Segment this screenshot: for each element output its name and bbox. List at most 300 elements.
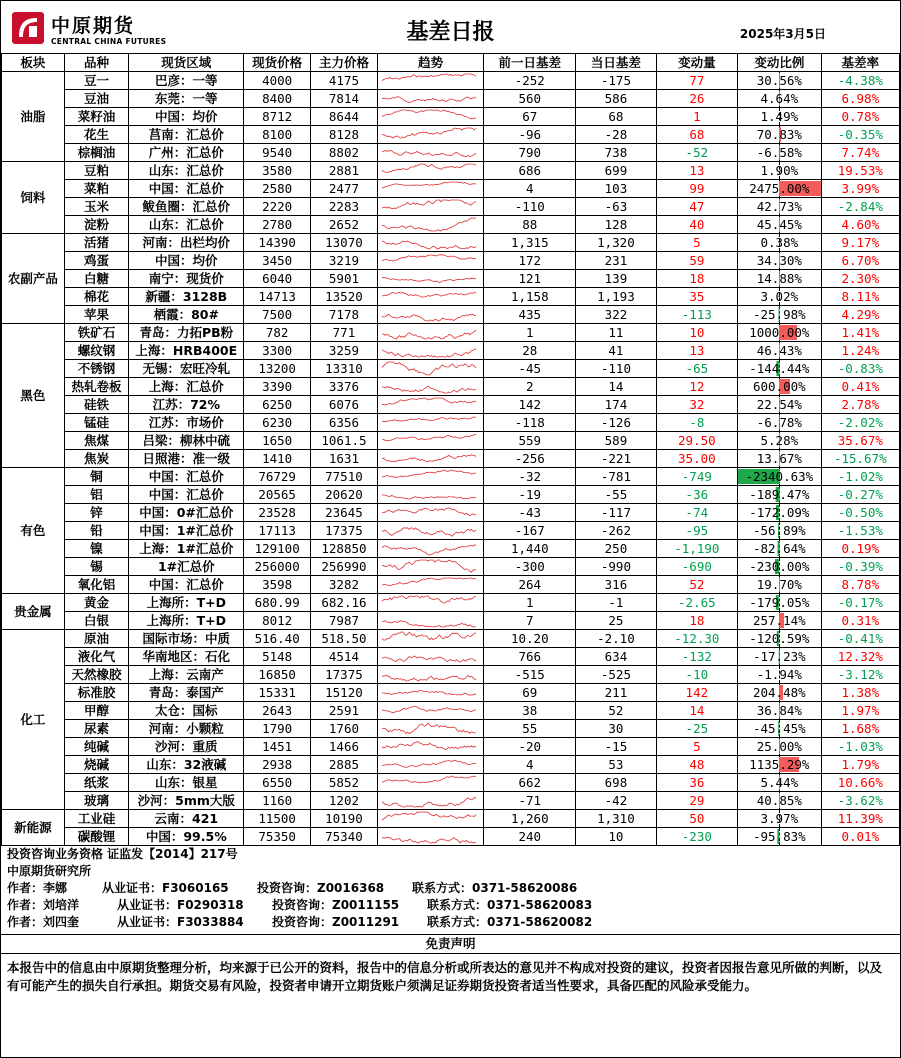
spot-region: 广州：汇总价 — [129, 144, 244, 162]
change-amount: 68 — [656, 126, 737, 144]
prev-basis: 142 — [484, 396, 576, 414]
change-ratio — [738, 342, 822, 360]
change-ratio-value: -230.00% — [749, 559, 810, 574]
today-basis: 139 — [576, 270, 656, 288]
trend-sparkline — [377, 612, 484, 630]
today-basis: 211 — [576, 684, 656, 702]
spot-price: 14713 — [244, 288, 311, 306]
change-ratio — [738, 756, 822, 774]
prev-basis: 88 — [484, 216, 576, 234]
change-ratio-value: -25.98% — [752, 307, 806, 322]
change-ratio-value: 0.38% — [760, 235, 799, 250]
change-ratio-value: 40.85% — [756, 793, 802, 808]
change-ratio — [738, 414, 822, 432]
change-amount: -36 — [656, 486, 737, 504]
trend-line — [382, 707, 476, 713]
page-title: 基差日报 — [406, 19, 495, 45]
change-ratio-value: 204.48% — [752, 685, 806, 700]
spot-price: 8712 — [244, 108, 311, 126]
change-ratio-value: 13.67% — [756, 451, 802, 466]
trend-sparkline-chart — [378, 432, 480, 449]
today-basis: -15 — [576, 738, 656, 756]
product-name: 黄金 — [64, 594, 129, 612]
basis-rate: 8.78% — [821, 576, 899, 594]
change-amount: 18 — [656, 612, 737, 630]
today-basis: 1,193 — [576, 288, 656, 306]
spot-price: 1790 — [244, 720, 311, 738]
spot-price: 3598 — [244, 576, 311, 594]
main-price: 3259 — [311, 342, 378, 360]
main-price: 17375 — [311, 666, 378, 684]
trend-sparkline-chart — [378, 306, 480, 323]
trend-line — [382, 74, 476, 81]
change-amount: 14 — [656, 702, 737, 720]
change-ratio-value: 70.83% — [756, 127, 802, 142]
change-amount: -52 — [656, 144, 737, 162]
basis-rate: 7.74% — [821, 144, 899, 162]
trend-sparkline — [377, 720, 484, 738]
spot-region: 太仓：国标 — [129, 702, 244, 720]
change-ratio — [738, 216, 822, 234]
col-header: 品种 — [64, 54, 129, 72]
trend-sparkline-chart — [378, 108, 480, 125]
change-amount: -690 — [656, 558, 737, 576]
change-amount: -12.30 — [656, 630, 737, 648]
change-ratio-value: -2340.63% — [745, 469, 814, 484]
basis-rate: 4.60% — [821, 216, 899, 234]
change-ratio-value: 19.70% — [756, 577, 802, 592]
product-name: 不锈钢 — [64, 360, 129, 378]
basis-rate: -3.62% — [821, 792, 899, 810]
author-cert: 从业证书：F3033884 — [117, 915, 244, 929]
prev-basis: 7 — [484, 612, 576, 630]
change-amount: 5 — [656, 234, 737, 252]
change-amount: -10 — [656, 666, 737, 684]
trend-line — [382, 578, 476, 586]
sector-label: 新能源 — [2, 810, 65, 846]
change-amount: -8 — [656, 414, 737, 432]
sector-label: 有色 — [2, 468, 65, 594]
basis-rate: -15.67% — [821, 450, 899, 468]
spot-price: 5148 — [244, 648, 311, 666]
table-row — [2, 162, 900, 180]
prev-basis: 10.20 — [484, 630, 576, 648]
trend-line — [382, 277, 476, 282]
change-ratio — [738, 162, 822, 180]
prev-basis: 28 — [484, 342, 576, 360]
col-header: 变动量 — [656, 54, 737, 72]
product-name: 白糖 — [64, 270, 129, 288]
table-row — [2, 522, 900, 540]
qualification-line: 投资咨询业务资格 证监发【2014】217号 — [7, 847, 238, 861]
sector-label: 黑色 — [2, 324, 65, 468]
change-amount: -65 — [656, 360, 737, 378]
table-row — [2, 198, 900, 216]
today-basis: 25 — [576, 612, 656, 630]
change-ratio — [738, 396, 822, 414]
trend-sparkline-chart — [378, 144, 480, 161]
product-name: 螺纹钢 — [64, 342, 129, 360]
change-ratio-value: 3.02% — [760, 289, 799, 304]
change-ratio — [738, 198, 822, 216]
basis-rate: 3.99% — [821, 180, 899, 198]
spot-region: 江苏：市场价 — [129, 414, 244, 432]
change-ratio — [738, 144, 822, 162]
trend-sparkline — [377, 648, 484, 666]
basis-rate: -1.53% — [821, 522, 899, 540]
main-price: 1631 — [311, 450, 378, 468]
trend-sparkline — [377, 162, 484, 180]
today-basis: 250 — [576, 540, 656, 558]
prev-basis: 4 — [484, 756, 576, 774]
main-price: 1061.5 — [311, 432, 378, 450]
main-price: 128850 — [311, 540, 378, 558]
trend-sparkline-chart — [378, 270, 480, 287]
change-ratio-value: -17.23% — [752, 649, 806, 664]
today-basis: -117 — [576, 504, 656, 522]
trend-sparkline — [377, 180, 484, 198]
change-amount: 50 — [656, 810, 737, 828]
spot-region: 国际市场：中质 — [129, 630, 244, 648]
prev-basis: 38 — [484, 702, 576, 720]
today-basis: -990 — [576, 558, 656, 576]
change-amount: 52 — [656, 576, 737, 594]
trend-sparkline — [377, 630, 484, 648]
change-ratio — [738, 774, 822, 792]
today-basis: 589 — [576, 432, 656, 450]
change-amount: -2.65 — [656, 594, 737, 612]
spot-price: 6250 — [244, 396, 311, 414]
table-row — [2, 738, 900, 756]
change-ratio — [738, 504, 822, 522]
spot-price: 11500 — [244, 810, 311, 828]
product-name: 棕榈油 — [64, 144, 129, 162]
trend-sparkline-chart — [378, 702, 480, 719]
basis-rate: 6.70% — [821, 252, 899, 270]
change-ratio-value: -95.83% — [752, 829, 806, 844]
change-ratio-value: -6.78% — [756, 415, 802, 430]
product-name: 液化气 — [64, 648, 129, 666]
change-ratio-value: 30.56% — [756, 73, 802, 88]
product-name: 铜 — [64, 468, 129, 486]
trend-sparkline — [377, 72, 484, 90]
today-basis: 30 — [576, 720, 656, 738]
change-amount: 10 — [656, 324, 737, 342]
spot-price: 3300 — [244, 342, 311, 360]
logo-chinese-text: 中原期货 — [51, 15, 136, 37]
author-contact: 联系方式：0371-58620083 — [427, 898, 593, 912]
trend-line — [382, 837, 476, 843]
table-row — [2, 414, 900, 432]
table-row — [2, 828, 900, 846]
spot-price: 1410 — [244, 450, 311, 468]
trend-line — [382, 776, 476, 783]
spot-price: 516.40 — [244, 630, 311, 648]
trend-sparkline — [377, 270, 484, 288]
table-row — [2, 648, 900, 666]
prev-basis: 790 — [484, 144, 576, 162]
spot-price: 1650 — [244, 432, 311, 450]
trend-sparkline — [377, 684, 484, 702]
trend-line — [382, 455, 476, 462]
prev-basis: -118 — [484, 414, 576, 432]
prev-basis: 55 — [484, 720, 576, 738]
spot-price: 3580 — [244, 162, 311, 180]
trend-sparkline — [377, 558, 484, 576]
trend-line — [382, 621, 476, 627]
basis-rate: -0.50% — [821, 504, 899, 522]
basis-rate: -0.27% — [821, 486, 899, 504]
product-name: 菜籽油 — [64, 108, 129, 126]
trend-sparkline-chart — [378, 180, 480, 197]
change-ratio — [738, 252, 822, 270]
change-ratio-value: 600.00% — [752, 379, 806, 394]
change-amount: -132 — [656, 648, 737, 666]
product-name: 活猪 — [64, 234, 129, 252]
product-name: 工业硅 — [64, 810, 129, 828]
col-header: 当日基差 — [576, 54, 656, 72]
change-ratio — [738, 630, 822, 648]
main-price: 1760 — [311, 720, 378, 738]
table-row — [2, 810, 900, 828]
trend-line — [382, 218, 476, 231]
today-basis: -126 — [576, 414, 656, 432]
trend-sparkline-chart — [378, 414, 480, 431]
product-name: 苹果 — [64, 306, 129, 324]
change-ratio-value: -82.64% — [752, 541, 806, 556]
table-row — [2, 324, 900, 342]
trend-sparkline — [377, 522, 484, 540]
spot-region: 新疆：3128B — [129, 288, 244, 306]
table-row — [2, 378, 900, 396]
change-ratio — [738, 828, 822, 846]
change-ratio — [738, 360, 822, 378]
main-price: 6356 — [311, 414, 378, 432]
report-footer — [1, 846, 900, 995]
change-ratio — [738, 126, 822, 144]
prev-basis: 4 — [484, 180, 576, 198]
today-basis: -525 — [576, 666, 656, 684]
spot-region: 1#汇总价 — [129, 558, 244, 576]
main-price: 2283 — [311, 198, 378, 216]
today-basis: -175 — [576, 72, 656, 90]
trend-sparkline — [377, 702, 484, 720]
trend-line — [382, 596, 476, 603]
spot-region: 鲅鱼圈：汇总价 — [129, 198, 244, 216]
product-name: 标准胶 — [64, 684, 129, 702]
prev-basis: 264 — [484, 576, 576, 594]
main-price: 77510 — [311, 468, 378, 486]
trend-sparkline-chart — [378, 738, 480, 755]
table-row — [2, 252, 900, 270]
trend-sparkline — [377, 396, 484, 414]
change-ratio-value: 34.30% — [756, 253, 802, 268]
product-name: 原油 — [64, 630, 129, 648]
main-price: 8644 — [311, 108, 378, 126]
table-row — [2, 72, 900, 90]
spot-price: 1451 — [244, 738, 311, 756]
main-price: 4175 — [311, 72, 378, 90]
change-amount: -1,190 — [656, 540, 737, 558]
change-ratio — [738, 612, 822, 630]
trend-sparkline — [377, 126, 484, 144]
spot-price: 8400 — [244, 90, 311, 108]
product-name: 天然橡胶 — [64, 666, 129, 684]
trend-line — [382, 760, 476, 767]
main-price: 23645 — [311, 504, 378, 522]
report-header — [1, 1, 900, 53]
main-price: 3219 — [311, 252, 378, 270]
change-amount: -113 — [656, 306, 737, 324]
trend-sparkline — [377, 216, 484, 234]
today-basis: -262 — [576, 522, 656, 540]
product-name: 铝 — [64, 486, 129, 504]
basis-rate: 0.19% — [821, 540, 899, 558]
change-amount: 35.00 — [656, 450, 737, 468]
prev-basis: 172 — [484, 252, 576, 270]
table-row — [2, 576, 900, 594]
main-price: 2885 — [311, 756, 378, 774]
trend-line — [382, 110, 476, 119]
change-ratio — [738, 522, 822, 540]
today-basis: -110 — [576, 360, 656, 378]
product-name: 纸浆 — [64, 774, 129, 792]
product-name: 锡 — [64, 558, 129, 576]
prev-basis: 560 — [484, 90, 576, 108]
trend-sparkline-chart — [378, 342, 480, 359]
product-name: 碳酸锂 — [64, 828, 129, 846]
change-ratio — [738, 450, 822, 468]
table-row — [2, 234, 900, 252]
today-basis: -42 — [576, 792, 656, 810]
table-row — [2, 720, 900, 738]
today-basis: 322 — [576, 306, 656, 324]
change-ratio-value: -45.45% — [752, 721, 806, 736]
trend-line — [382, 812, 476, 820]
product-name: 纯碱 — [64, 738, 129, 756]
spot-region: 吕梁：柳林中硫 — [129, 432, 244, 450]
trend-line — [382, 417, 476, 422]
main-price: 8128 — [311, 126, 378, 144]
prev-basis: -19 — [484, 486, 576, 504]
trend-sparkline-chart — [378, 324, 480, 341]
spot-region: 青岛：力拓PB粉 — [129, 324, 244, 342]
spot-region: 云南：421 — [129, 810, 244, 828]
change-amount: 32 — [656, 396, 737, 414]
change-ratio-value: 36.84% — [756, 703, 802, 718]
change-amount: -230 — [656, 828, 737, 846]
trend-sparkline-chart — [378, 576, 480, 593]
change-amount: 26 — [656, 90, 737, 108]
basis-rate: 11.39% — [821, 810, 899, 828]
basis-rate: 8.11% — [821, 288, 899, 306]
change-amount: 5 — [656, 738, 737, 756]
trend-line — [382, 150, 476, 156]
change-ratio-value: -172.09% — [749, 505, 810, 520]
spot-region: 中国：0#汇总价 — [129, 504, 244, 522]
change-ratio — [738, 180, 822, 198]
trend-sparkline — [377, 414, 484, 432]
spot-price: 3450 — [244, 252, 311, 270]
author-cert: 从业证书：F3060165 — [102, 881, 229, 895]
basis-rate: 1.79% — [821, 756, 899, 774]
today-basis: 698 — [576, 774, 656, 792]
change-ratio-value: 5.44% — [760, 775, 799, 790]
trend-sparkline-chart — [378, 558, 480, 575]
product-name: 锌 — [64, 504, 129, 522]
spot-region: 巴彦：一等 — [129, 72, 244, 90]
sector-label: 贵金属 — [2, 594, 65, 630]
trend-sparkline — [377, 288, 484, 306]
change-ratio-value: 4.64% — [760, 91, 799, 106]
spot-region: 上海：汇总价 — [129, 378, 244, 396]
prev-basis: -45 — [484, 360, 576, 378]
spot-price: 14390 — [244, 234, 311, 252]
prev-basis: 766 — [484, 648, 576, 666]
trend-sparkline-chart — [378, 504, 480, 521]
prev-basis: 686 — [484, 162, 576, 180]
product-name: 氧化铝 — [64, 576, 129, 594]
spot-region: 中国：汇总价 — [129, 486, 244, 504]
spot-price: 129100 — [244, 540, 311, 558]
main-price: 20620 — [311, 486, 378, 504]
main-price: 256990 — [311, 558, 378, 576]
spot-region: 中国：均价 — [129, 252, 244, 270]
spot-region: 上海所：T+D — [129, 594, 244, 612]
trend-sparkline-chart — [378, 630, 480, 647]
change-ratio — [738, 72, 822, 90]
table-row — [2, 702, 900, 720]
trend-sparkline-chart — [378, 828, 480, 845]
trend-sparkline-chart — [378, 198, 480, 215]
trend-sparkline-chart — [378, 162, 480, 179]
main-price: 13520 — [311, 288, 378, 306]
disclaimer-title: 免责声明 — [1, 934, 900, 954]
basis-rate: -0.39% — [821, 558, 899, 576]
trend-line — [382, 742, 476, 750]
author-consult: 投资咨询：Z0011291 — [272, 915, 400, 929]
change-ratio-value: 46.43% — [756, 343, 802, 358]
table-body — [2, 72, 900, 846]
trend-sparkline-chart — [378, 720, 480, 737]
trend-sparkline — [377, 360, 484, 378]
product-name: 鸡蛋 — [64, 252, 129, 270]
basis-rate: -4.38% — [821, 72, 899, 90]
main-price: 2477 — [311, 180, 378, 198]
today-basis: -28 — [576, 126, 656, 144]
table-row — [2, 792, 900, 810]
author-consult: 投资咨询：Z0016368 — [257, 881, 385, 895]
spot-region: 山东：银星 — [129, 774, 244, 792]
prev-basis: -71 — [484, 792, 576, 810]
change-ratio — [738, 576, 822, 594]
prev-basis: -167 — [484, 522, 576, 540]
col-header: 变动比例 — [738, 54, 822, 72]
trend-sparkline-chart — [378, 468, 480, 485]
institute-line: 中原期货研究所 — [7, 864, 92, 878]
prev-basis: 2 — [484, 378, 576, 396]
prev-basis: -300 — [484, 558, 576, 576]
spot-price: 20565 — [244, 486, 311, 504]
table-row — [2, 432, 900, 450]
table-row — [2, 774, 900, 792]
main-price: 5852 — [311, 774, 378, 792]
trend-sparkline-chart — [378, 234, 480, 251]
spot-price: 75350 — [244, 828, 311, 846]
basis-rate: 0.01% — [821, 828, 899, 846]
today-basis: 52 — [576, 702, 656, 720]
basis-rate: 0.78% — [821, 108, 899, 126]
